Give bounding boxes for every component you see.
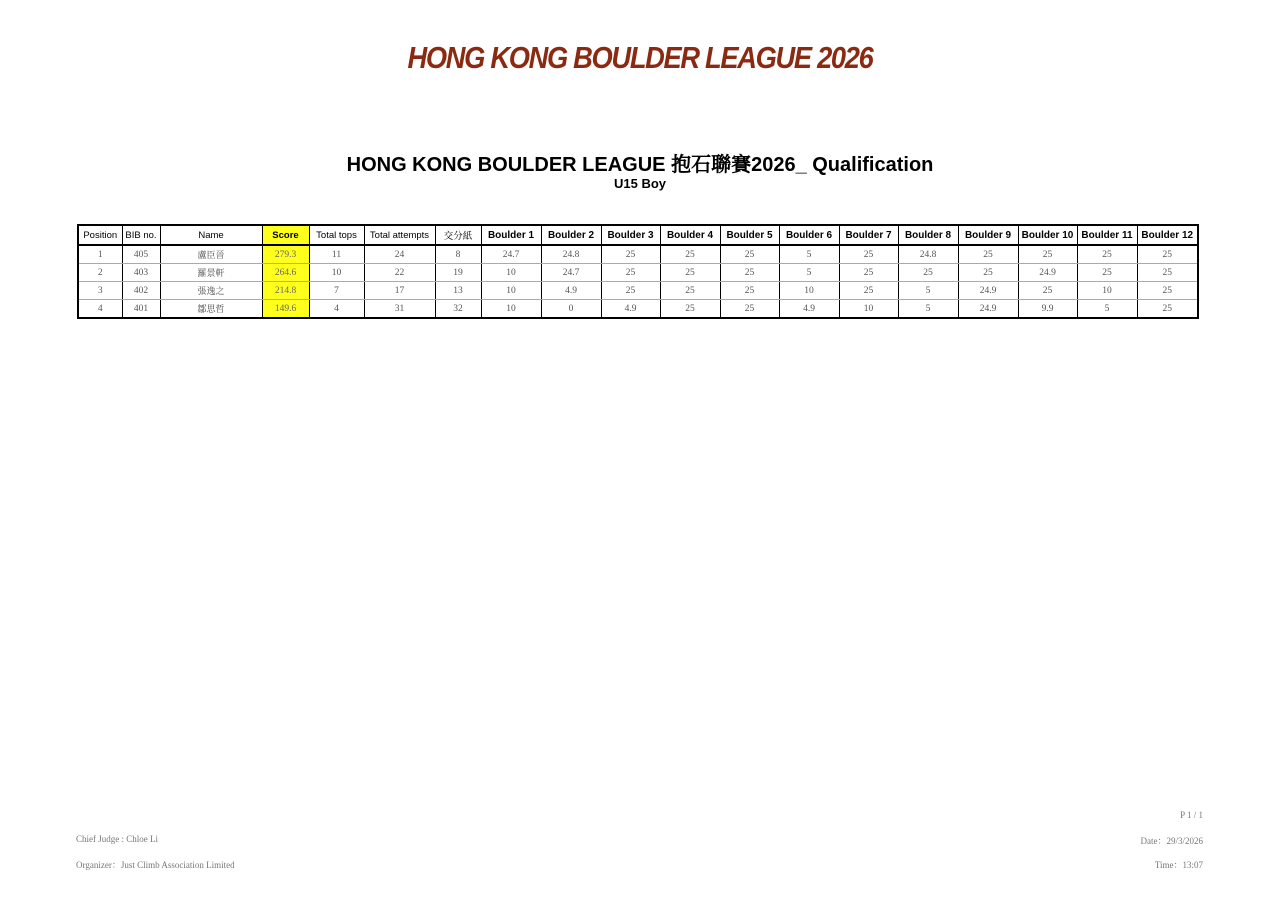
cell-total-tops: 7 (309, 282, 364, 300)
cell-boulder-8: 5 (898, 282, 958, 300)
cell-boulder-3: 25 (601, 264, 660, 282)
print-time: Time：13:07 (1154, 860, 1203, 870)
table-body (78, 245, 1198, 318)
cell-boulder-5: 25 (720, 300, 779, 319)
cell-boulder-4: 25 (660, 264, 720, 282)
cell-name: 張逸之 (160, 282, 262, 300)
cell-name: 盧臣晉 (160, 245, 262, 264)
cell-boulder-8: 24.8 (898, 245, 958, 264)
cell-boulder-2: 24.7 (541, 264, 601, 282)
cell-score: 279.3 (262, 245, 309, 264)
category-subtitle: U15 Boy (613, 176, 667, 191)
cell-bib: 402 (122, 282, 160, 300)
col-boulder-1: Boulder 1 (481, 225, 541, 245)
page-number: P 1 / 1 (1180, 810, 1203, 820)
cell-boulder-1: 10 (481, 282, 541, 300)
cell-boulder-8: 5 (898, 300, 958, 319)
cell-total-attempts: 22 (364, 264, 435, 282)
col-boulder-11: Boulder 11 (1077, 225, 1137, 245)
cell-boulder-4: 25 (660, 245, 720, 264)
banner-title: HONG KONG BOULDER LEAGUE 2026 (407, 40, 873, 75)
table-row (78, 264, 1198, 282)
cell-boulder-10: 9.9 (1018, 300, 1077, 319)
cell-boulder-8: 25 (898, 264, 958, 282)
cell-boulder-7: 25 (839, 282, 898, 300)
cell-scoresheet: 32 (435, 300, 481, 319)
cell-bib: 401 (122, 300, 160, 319)
cell-total-attempts: 31 (364, 300, 435, 319)
col-score: Score (262, 225, 309, 245)
col-total-tops: Total tops (309, 225, 364, 245)
cell-boulder-5: 25 (720, 245, 779, 264)
cell-scoresheet: 13 (435, 282, 481, 300)
cell-boulder-7: 25 (839, 264, 898, 282)
col-boulder-10: Boulder 10 (1018, 225, 1077, 245)
table-row (78, 282, 1198, 300)
cell-total-tops: 10 (309, 264, 364, 282)
cell-boulder-3: 25 (601, 282, 660, 300)
col-boulder-7: Boulder 7 (839, 225, 898, 245)
cell-boulder-12: 25 (1137, 245, 1198, 264)
cell-total-tops: 11 (309, 245, 364, 264)
cell-boulder-9: 25 (958, 245, 1018, 264)
col-position: Position (78, 225, 122, 245)
cell-boulder-4: 25 (660, 282, 720, 300)
col-boulder-6: Boulder 6 (779, 225, 839, 245)
cell-boulder-6: 5 (779, 245, 839, 264)
cell-boulder-2: 24.8 (541, 245, 601, 264)
cell-score: 214.8 (262, 282, 309, 300)
cell-boulder-12: 25 (1137, 264, 1198, 282)
cell-boulder-11: 25 (1077, 245, 1137, 264)
cell-boulder-3: 4.9 (601, 300, 660, 319)
cell-boulder-11: 5 (1077, 300, 1137, 319)
cell-boulder-12: 25 (1137, 300, 1198, 319)
table-row (78, 300, 1198, 319)
cell-boulder-4: 25 (660, 300, 720, 319)
header-row (78, 225, 1198, 245)
table-row (78, 245, 1198, 264)
cell-scoresheet: 8 (435, 245, 481, 264)
chief-judge: Chief Judge : Chloe Li (76, 834, 158, 844)
cell-total-attempts: 24 (364, 245, 435, 264)
cell-boulder-1: 10 (481, 300, 541, 319)
cell-bib: 405 (122, 245, 160, 264)
results-table (77, 224, 1199, 319)
cell-boulder-10: 25 (1018, 282, 1077, 300)
cell-position: 2 (78, 264, 122, 282)
table-header (78, 225, 1198, 245)
col-scoresheet: 交分紙 (435, 225, 481, 245)
cell-boulder-9: 25 (958, 264, 1018, 282)
cell-position: 1 (78, 245, 122, 264)
cell-boulder-11: 25 (1077, 264, 1137, 282)
col-bib: BIB no. (122, 225, 160, 245)
cell-name: 鄒思哲 (160, 300, 262, 319)
cell-boulder-1: 24.7 (481, 245, 541, 264)
cell-boulder-11: 10 (1077, 282, 1137, 300)
cell-boulder-10: 24.9 (1018, 264, 1077, 282)
cell-boulder-6: 4.9 (779, 300, 839, 319)
col-boulder-4: Boulder 4 (660, 225, 720, 245)
cell-bib: 403 (122, 264, 160, 282)
cell-boulder-6: 10 (779, 282, 839, 300)
cell-position: 3 (78, 282, 122, 300)
cell-boulder-6: 5 (779, 264, 839, 282)
col-boulder-8: Boulder 8 (898, 225, 958, 245)
cell-boulder-5: 25 (720, 282, 779, 300)
cell-boulder-12: 25 (1137, 282, 1198, 300)
cell-boulder-5: 25 (720, 264, 779, 282)
cell-boulder-1: 10 (481, 264, 541, 282)
cell-boulder-9: 24.9 (958, 300, 1018, 319)
cell-position: 4 (78, 300, 122, 319)
organizer: Organizer：Just Climb Association Limited (76, 860, 235, 870)
cell-total-attempts: 17 (364, 282, 435, 300)
print-date: Date：29/3/2026 (1140, 836, 1203, 846)
col-boulder-2: Boulder 2 (541, 225, 601, 245)
cell-boulder-2: 0 (541, 300, 601, 319)
col-name: Name (160, 225, 262, 245)
cell-boulder-10: 25 (1018, 245, 1077, 264)
cell-total-tops: 4 (309, 300, 364, 319)
col-boulder-3: Boulder 3 (601, 225, 660, 245)
cell-scoresheet: 19 (435, 264, 481, 282)
document-title: HONG KONG BOULDER LEAGUE 抱石聯賽2026_ Qualification (346, 154, 934, 176)
cell-score: 264.6 (262, 264, 309, 282)
cell-boulder-7: 10 (839, 300, 898, 319)
cell-score: 149.6 (262, 300, 309, 319)
cell-boulder-2: 4.9 (541, 282, 601, 300)
col-boulder-5: Boulder 5 (720, 225, 779, 245)
cell-name: 羅景軒 (160, 264, 262, 282)
col-boulder-12: Boulder 12 (1137, 225, 1198, 245)
cell-boulder-3: 25 (601, 245, 660, 264)
col-boulder-9: Boulder 9 (958, 225, 1018, 245)
col-total-attempts: Total attempts (364, 225, 435, 245)
cell-boulder-9: 24.9 (958, 282, 1018, 300)
cell-boulder-7: 25 (839, 245, 898, 264)
